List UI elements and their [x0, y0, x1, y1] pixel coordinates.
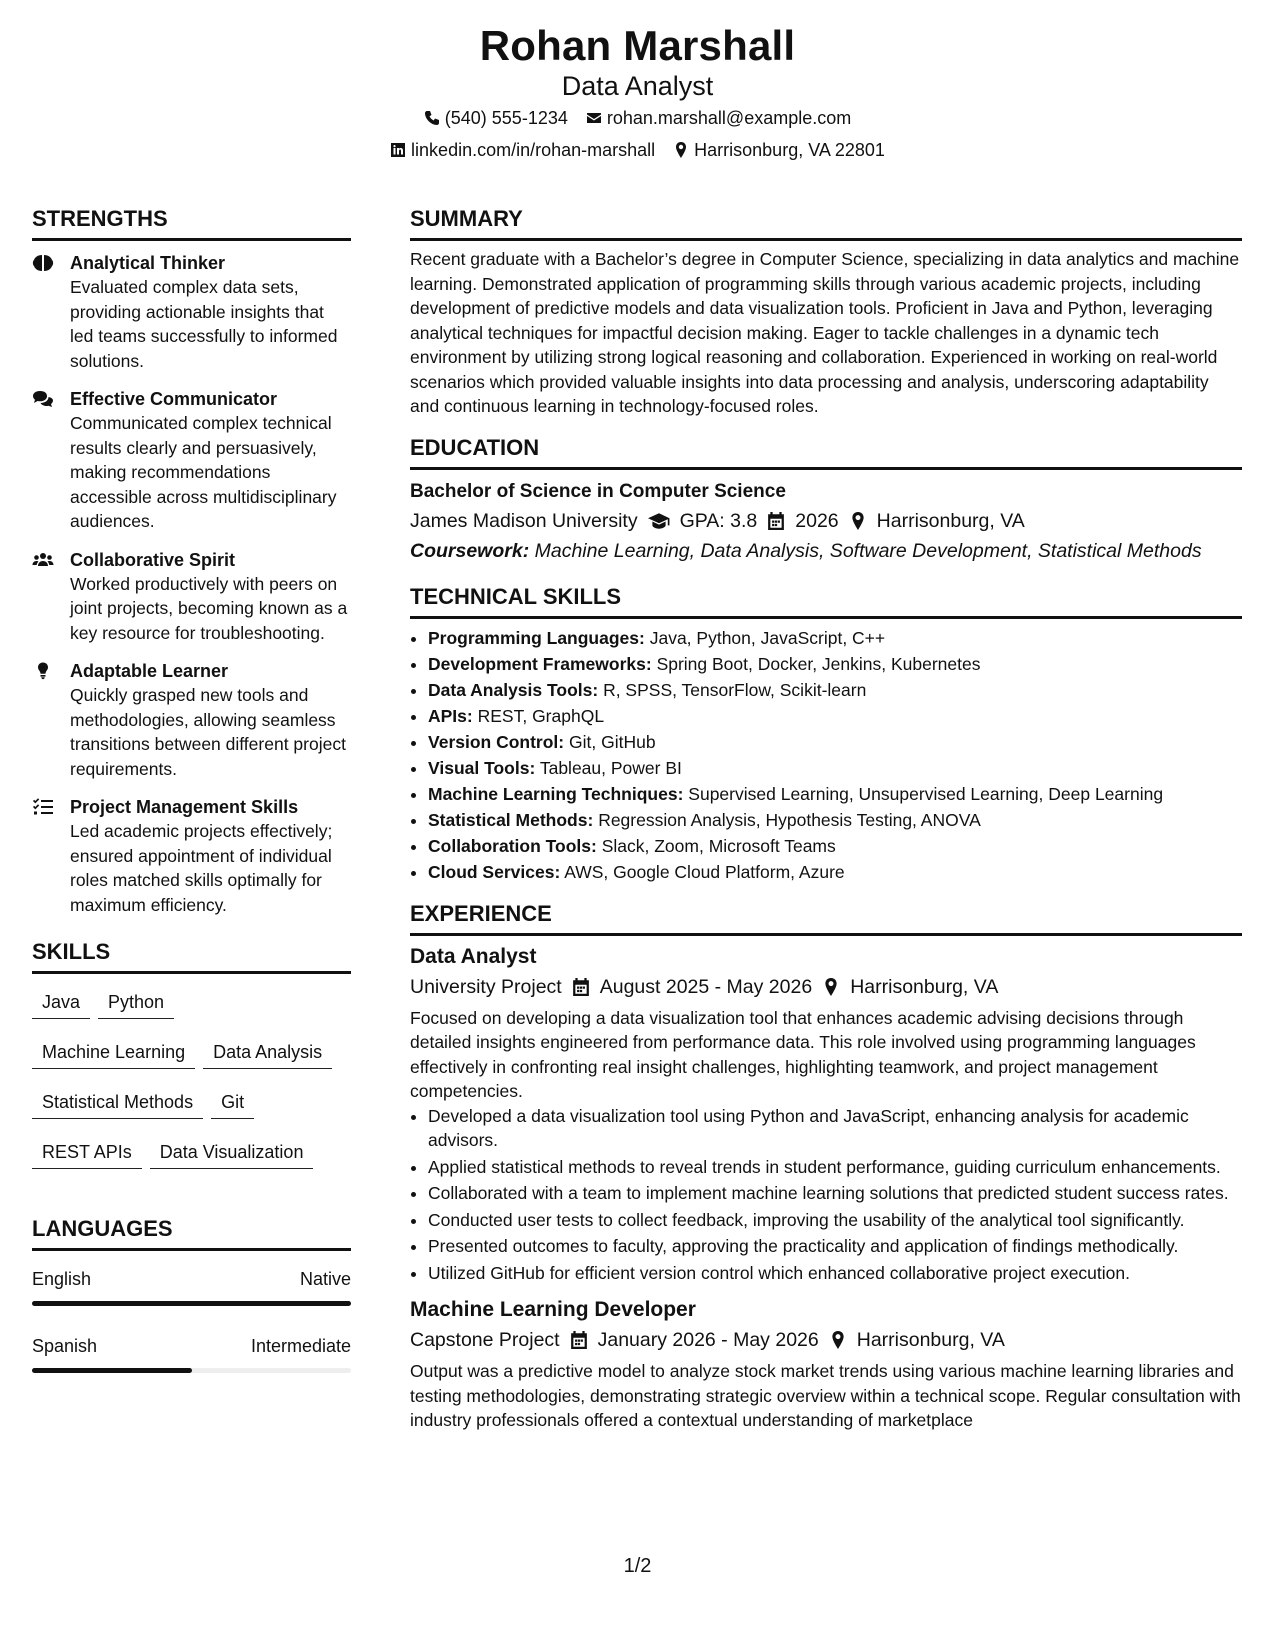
education-school: James Madison University: [410, 509, 638, 532]
summary-text: Recent graduate with a Bachelor’s degree in Computer Science, specializing in data analytics and machine learning. Demonstrated application of programming skills through various academic projects, including development of predictive models and data visualization tools. Proficient in Java and Python, leveraging analytical techniques for impactful decision making. Eager to tackle challenges in a dynamic tech environment by utilizing strong logical reasoning and collaboration. Experienced in working on real-world scenarios which provided valuable insights into data processing and analysis, underscoring adaptability and continuous learning in technology-focused roles.: [410, 249, 1240, 416]
linkedin-contact[interactable]: [390, 134, 655, 166]
page-number: 1/2: [623, 1555, 652, 1577]
phone-text: (540) 555-1234: [444, 108, 568, 128]
tech-skill-item: • Programming Languages: Java, Python, JavaScript, C++: [428, 625, 1242, 651]
language-row: [32, 1267, 351, 1291]
comments-icon: [32, 390, 54, 408]
strength-title: Analytical Thinker: [70, 253, 226, 273]
language-bar: [32, 1368, 351, 1373]
job-meta: [410, 1325, 1242, 1355]
technical-skills-heading: TECHNICAL SKILLS: [410, 582, 1242, 619]
education-year: 2026: [795, 509, 839, 532]
coursework-list: Machine Learning, Data Analysis, Software Development, Statistical Methods: [534, 539, 1202, 562]
job-bullet: • Utilized GitHub for efficient version control which enhanced collaborative project execution.: [428, 1261, 1242, 1286]
email-contact[interactable]: [586, 102, 851, 134]
contact-row-1: [0, 102, 1275, 134]
calendar-icon: [572, 978, 590, 996]
skill-tag: Machine Learning: [32, 1036, 195, 1069]
job-entry: [410, 1295, 1242, 1433]
tech-skill-item: • Statistical Methods: Regression Analysis, Hypothesis Testing, ANOVA: [428, 807, 1242, 833]
strengths-heading: STRENGTHS: [32, 204, 351, 241]
job-description: Output was a predictive model to analyze stock market trends using various machine learning libraries and testing methodologies, demonstrating strategic overview within a technical scope. Regular consultation with industry professionals offered a contextual understanding of marketplace: [410, 1361, 1241, 1430]
language-bar-fill: [32, 1301, 351, 1306]
strength-desc: Worked productively with peers on joint projects, becoming known as a key resource for troubleshooting.: [70, 573, 348, 643]
strength-desc: Evaluated complex data sets, providing actionable insights that led teams successfully to informed solutions.: [70, 277, 338, 371]
language-bar-fill: [32, 1368, 192, 1373]
candidate-title: Data Analyst: [561, 71, 714, 101]
strength-item: [32, 795, 351, 917]
skills-heading: SKILLS: [32, 937, 351, 974]
contact-row-2: [0, 134, 1275, 166]
location-contact: [673, 134, 885, 166]
skills-list: [32, 974, 351, 1186]
envelope-icon: [586, 110, 602, 126]
tasks-icon: [32, 798, 54, 816]
phone-icon: [424, 110, 440, 126]
education-degree: Bachelor of Science in Computer Science: [410, 480, 786, 502]
tech-skill-item: • Data Analysis Tools: R, SPSS, TensorFlow, Scikit-learn: [428, 677, 1242, 703]
job-bullet: • Presented outcomes to faculty, approving the practicality and application of findings methodically.: [428, 1234, 1242, 1259]
strength-title: Effective Communicator: [70, 389, 278, 409]
tech-skill-item: • Cloud Services: AWS, Google Cloud Platform, Azure: [428, 859, 1242, 885]
tech-skill-item: • APIs: REST, GraphQL: [428, 703, 1242, 729]
job-org: Capstone Project: [410, 1329, 560, 1351]
skill-tag: Data Visualization: [150, 1136, 314, 1169]
experience-heading: EXPERIENCE: [410, 899, 1242, 936]
strength-title: Collaborative Spirit: [70, 549, 236, 570]
skill-tag: Git: [211, 1086, 254, 1119]
languages-list: [32, 1267, 351, 1373]
job-bullet: • Collaborated with a team to implement machine learning solutions that predicted student success rates.: [428, 1181, 1242, 1206]
strength-title: Project Management Skills: [70, 797, 299, 817]
job-entry: [410, 942, 1242, 1286]
strengths-list: [32, 251, 351, 917]
job-dates: January 2026 - May 2026: [597, 1329, 819, 1351]
job-location: Harrisonburg, VA: [850, 975, 999, 998]
map-marker-icon: [822, 978, 840, 996]
language-name: Spanish: [32, 1336, 98, 1356]
skill-tag: Java: [32, 986, 90, 1019]
coursework-label: Coursework:: [410, 539, 530, 562]
job-meta: [410, 972, 1242, 1002]
strength-item: [32, 251, 351, 373]
strength-desc: Communicated complex technical results clearly and persuasively, making recommendations accessible across multidisciplinary audiences.: [70, 413, 337, 531]
job-location: Harrisonburg, VA: [856, 1329, 1005, 1351]
language-row: [32, 1334, 351, 1358]
users-icon: [32, 551, 54, 569]
brain-icon: [32, 254, 54, 272]
right-column: [410, 204, 1242, 1433]
location-text: Harrisonburg, VA 22801: [694, 140, 885, 160]
calendar-icon: [570, 1331, 588, 1349]
resume-header: [0, 20, 1275, 166]
tech-skill-item: • Collaboration Tools: Slack, Zoom, Microsoft Teams: [428, 833, 1242, 859]
job-bullet: • Applied statistical methods to reveal trends in student performance, guiding curriculum enhancements.: [428, 1155, 1242, 1180]
job-title: Data Analyst: [410, 944, 537, 968]
language-bar: [32, 1301, 351, 1306]
graduation-cap-icon: [648, 512, 670, 530]
job-bullet: • Developed a data visualization tool using Python and JavaScript, enhancing analysis for academic advisors.: [428, 1104, 1242, 1153]
job-dates: August 2025 - May 2026: [599, 975, 813, 998]
skill-tag: Statistical Methods: [32, 1086, 203, 1119]
tech-skill-item: • Version Control: Git, GitHub: [428, 729, 1242, 755]
strength-item: [32, 387, 351, 534]
calendar-icon: [767, 512, 785, 530]
tech-skill-item: • Machine Learning Techniques: Supervised Learning, Unsupervised Learning, Deep Learning: [428, 781, 1242, 807]
skill-tag: Data Analysis: [203, 1036, 332, 1069]
education-location: Harrisonburg, VA: [876, 509, 1025, 532]
strength-desc: Quickly grasped new tools and methodologies, allowing seamless transitions between different project requirements.: [70, 685, 346, 779]
education-gpa: GPA: 3.8: [679, 509, 758, 532]
summary-heading: SUMMARY: [410, 204, 1242, 241]
lightbulb-icon: [32, 662, 54, 680]
tech-skill-item: • Visual Tools: Tableau, Power BI: [428, 755, 1242, 781]
job-org: University Project: [410, 975, 562, 998]
email-text: rohan.marshall@example.com: [606, 108, 852, 128]
candidate-name: Rohan Marshall: [479, 22, 796, 69]
education-meta: [410, 506, 1242, 536]
language-level: Intermediate: [250, 1336, 351, 1356]
job-title: Machine Learning Developer: [410, 1298, 696, 1321]
strength-item: [32, 659, 351, 781]
linkedin-text: linkedin.com/in/rohan-marshall: [411, 140, 656, 160]
phone-contact[interactable]: [424, 102, 568, 134]
job-bullet: • Conducted user tests to collect feedback, improving the usability of the analytical tool significantly.: [428, 1208, 1242, 1233]
languages-heading: LANGUAGES: [32, 1214, 351, 1251]
technical-skills-list: [410, 625, 1242, 885]
education-coursework: [410, 536, 1242, 566]
job-description: Focused on developing a data visualization tool that enhances academic advising decisions through detailed insights engineered from performance data. This role involved using programming languages effectively in confronting real insight challenges, highlighting teamwork, and project management competencies.: [410, 1007, 1196, 1101]
left-column: [32, 204, 351, 1401]
job-bullets: [410, 1104, 1242, 1286]
language-name: English: [32, 1269, 92, 1289]
map-marker-icon: [673, 142, 689, 158]
strength-title: Adaptable Learner: [70, 661, 229, 681]
strength-desc: Led academic projects effectively; ensured appointment of individual roles matched skills optimally for maximum efficiency.: [70, 821, 333, 915]
map-marker-icon: [829, 1331, 847, 1349]
skill-tag: Python: [98, 986, 174, 1019]
education-heading: EDUCATION: [410, 433, 1242, 470]
language-level: Native: [299, 1269, 351, 1289]
strength-item: [32, 548, 351, 646]
map-marker-icon: [849, 512, 867, 530]
tech-skill-item: • Development Frameworks: Spring Boot, Docker, Jenkins, Kubernetes: [428, 651, 1242, 677]
skill-tag: REST APIs: [32, 1136, 142, 1169]
linkedin-icon: [390, 142, 406, 158]
